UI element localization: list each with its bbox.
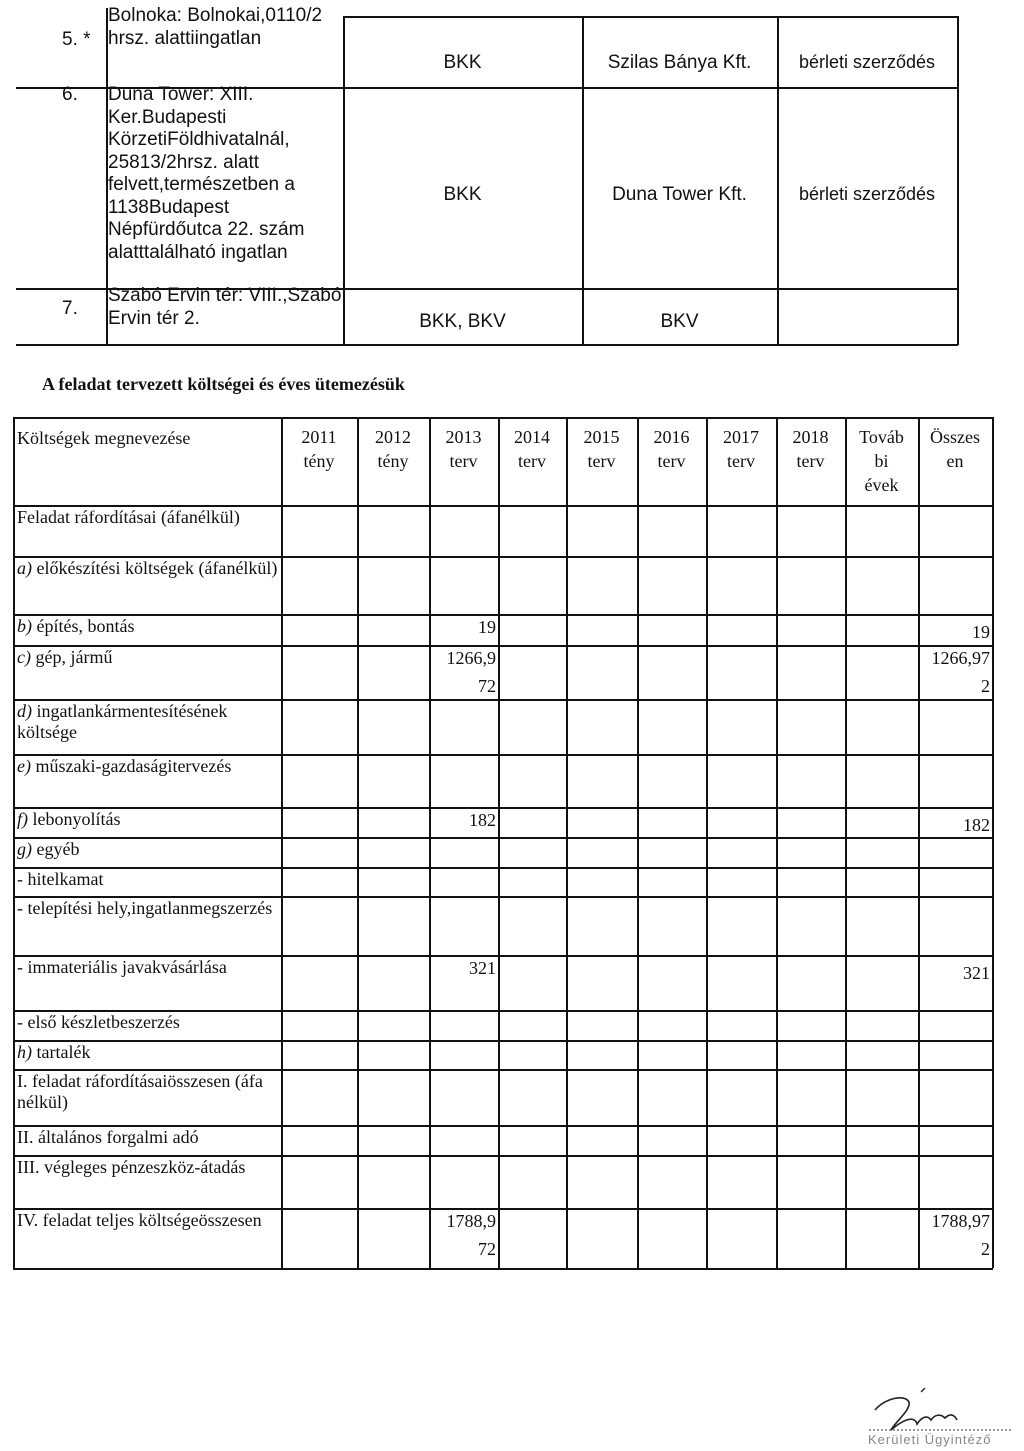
cost-row-label bbox=[17, 507, 279, 528]
text-line: 1788,97 bbox=[931, 1211, 990, 1231]
signature-caption: Kerületi Ügyintéző bbox=[868, 1432, 992, 1447]
row-number: 6. bbox=[62, 84, 78, 105]
cost-row-label bbox=[17, 616, 279, 637]
text-line: természetben a 1138 bbox=[108, 174, 295, 218]
header-col-1 bbox=[357, 425, 429, 473]
property-user: BKK, BKV bbox=[419, 311, 506, 332]
row-number: 5. * bbox=[62, 29, 91, 50]
cost-table-col-rule bbox=[357, 417, 359, 1268]
text-line: Összes bbox=[930, 427, 980, 447]
header-col-4 bbox=[566, 425, 637, 473]
text-line: nélkül) bbox=[226, 558, 278, 578]
header-col-2 bbox=[429, 425, 498, 473]
cost-table-col-rule bbox=[637, 417, 639, 1268]
cost-table-col-rule bbox=[845, 417, 847, 1268]
cost-table-top-rule bbox=[13, 417, 993, 419]
legal-title: bérleti szerződés bbox=[798, 184, 936, 204]
text-line: nélkül) bbox=[188, 507, 240, 527]
text-line: 2017 bbox=[723, 427, 759, 447]
text-line: Bolnoka: Bolnokai, bbox=[108, 5, 266, 26]
cost-row-label bbox=[17, 701, 279, 743]
cost-row-label bbox=[17, 1127, 279, 1148]
text-line: terv bbox=[518, 451, 546, 471]
text-line: d) ingatlan bbox=[17, 701, 95, 721]
header-col-3 bbox=[498, 425, 566, 473]
cost-table-col-rule bbox=[429, 417, 431, 1268]
text-line: utca 22. szám alatt bbox=[108, 219, 305, 263]
text-line: 2011 bbox=[301, 427, 337, 447]
cost-row-label bbox=[17, 839, 279, 860]
cost-table-col-rule bbox=[566, 417, 568, 1268]
property-user: BKK bbox=[443, 184, 482, 205]
text-line: - hitelkamat bbox=[17, 869, 104, 889]
cost-row-label bbox=[17, 1012, 279, 1033]
text-line: tény bbox=[377, 451, 409, 471]
text-line: a) előkészítési költségek (áfa bbox=[17, 558, 227, 578]
text-line: 2016 bbox=[653, 427, 690, 447]
text-line: f) lebonyolítás bbox=[17, 809, 121, 829]
text-line: terv bbox=[449, 451, 478, 471]
text-line: 321 bbox=[963, 963, 990, 983]
section-title: A feladat tervezett költségei és éves ütemezésük bbox=[42, 374, 405, 394]
property-owner: Duna Tower Kft. bbox=[612, 184, 747, 205]
property-description bbox=[108, 84, 342, 264]
value-2013 bbox=[429, 644, 496, 700]
cost-row-label bbox=[17, 1157, 279, 1178]
text-line: összesen (áfa nélkül) bbox=[17, 1071, 263, 1112]
text-line: - első készletbeszerzés bbox=[17, 1012, 180, 1032]
text-line: Szabó Ervin tér 2. bbox=[108, 285, 342, 329]
property-table-col-rule bbox=[957, 16, 959, 345]
text-line: g) egyéb bbox=[17, 839, 80, 859]
text-line: hrsz. alatt felvett, bbox=[108, 151, 260, 195]
text-line: 2012 bbox=[375, 427, 411, 447]
header-col-9 bbox=[918, 425, 992, 473]
text-line: e) műszaki-gazdasági bbox=[17, 756, 173, 776]
value-2013 bbox=[429, 613, 496, 641]
text-line: h) tartalék bbox=[17, 1042, 91, 1062]
cost-table-col-rule bbox=[281, 417, 283, 1268]
header-col-0 bbox=[281, 425, 357, 473]
text-line: Földhivatalnál, 25813/2 bbox=[108, 129, 290, 173]
text-line: Szabó Ervin tér: VIII., bbox=[108, 285, 288, 306]
text-line: en bbox=[946, 451, 964, 471]
property-description bbox=[108, 5, 342, 50]
header-col-6 bbox=[706, 425, 776, 473]
text-line: 182 bbox=[469, 810, 496, 830]
cost-row-label bbox=[17, 647, 279, 668]
text-line: Továb bbox=[859, 427, 904, 447]
text-line: terv bbox=[587, 451, 616, 471]
text-line: 321 bbox=[469, 958, 496, 978]
property-owner: Szilas Bánya Kft. bbox=[607, 52, 752, 73]
text-line: 2018 bbox=[792, 427, 829, 447]
value-total bbox=[918, 644, 990, 700]
text-line: 1788,9 bbox=[446, 1211, 496, 1231]
text-line: 2014 bbox=[514, 427, 550, 447]
text-line: 19 bbox=[972, 622, 990, 642]
text-line: 2013 bbox=[445, 427, 482, 447]
property-table-bottom-rule bbox=[16, 344, 958, 346]
text-line: 72 bbox=[478, 1239, 496, 1259]
text-line: II. általános forgalmi adó bbox=[17, 1127, 199, 1147]
value-total bbox=[918, 618, 990, 646]
text-line: 2015 bbox=[583, 427, 620, 447]
property-user: BKK bbox=[443, 52, 482, 73]
text-line: bi bbox=[874, 451, 889, 471]
value-2013 bbox=[429, 954, 496, 982]
text-line: terv bbox=[796, 451, 825, 471]
text-line: 0110/2 hrsz. alatti bbox=[108, 5, 323, 49]
property-table-top-rule bbox=[343, 16, 958, 18]
text-line: összesen bbox=[198, 1210, 262, 1230]
property-description bbox=[108, 285, 342, 330]
header-name: Költségek megnevezése bbox=[17, 428, 191, 448]
text-line: b) építés, bontás bbox=[17, 616, 135, 636]
cost-row-label bbox=[17, 756, 279, 777]
text-line: 72 bbox=[478, 676, 496, 696]
text-line: - immateriális javak bbox=[17, 957, 161, 977]
text-line: található ingatlan bbox=[143, 241, 288, 263]
cost-row-label bbox=[17, 869, 279, 890]
text-line: Duna Tower: XIII. Ker. bbox=[108, 84, 254, 128]
text-line: átadás bbox=[200, 1157, 246, 1177]
text-line: terv bbox=[657, 451, 686, 471]
text-line: c) gép, jármű bbox=[17, 647, 113, 667]
value-2013 bbox=[429, 1207, 496, 1263]
text-line: vásárlása bbox=[160, 957, 227, 977]
text-line: - telepítési hely, bbox=[17, 898, 132, 918]
text-line: 1266,97 bbox=[931, 648, 990, 668]
text-line: III. végleges pénzeszköz- bbox=[17, 1157, 201, 1177]
cost-table-col-rule bbox=[706, 417, 708, 1268]
value-total bbox=[918, 811, 990, 839]
text-line: 2 bbox=[981, 676, 990, 696]
text-line: ingatlan bbox=[194, 27, 262, 49]
cost-row-label bbox=[17, 1071, 279, 1113]
text-line: Budapesti Körzeti bbox=[108, 106, 227, 150]
cost-row-label bbox=[17, 809, 279, 830]
text-line: I. feladat ráfordításai bbox=[17, 1071, 168, 1091]
header-col-5 bbox=[637, 425, 706, 473]
cost-table-col-rule bbox=[776, 417, 778, 1268]
text-line: IV. feladat teljes költsége bbox=[17, 1210, 199, 1230]
value-total bbox=[918, 1207, 990, 1263]
text-line: Feladat ráfordításai (áfa bbox=[17, 507, 189, 527]
cost-table-bottom-rule bbox=[13, 1268, 993, 1270]
cost-table-col-rule bbox=[918, 417, 920, 1268]
text-line: évek bbox=[864, 475, 899, 495]
row-number: 7. bbox=[62, 298, 78, 319]
cost-row-label bbox=[17, 957, 279, 978]
text-line: tény bbox=[303, 451, 335, 471]
value-2013 bbox=[429, 806, 496, 834]
text-line: 2 bbox=[981, 1239, 990, 1259]
header-col-8 bbox=[845, 425, 918, 497]
cost-row-label bbox=[17, 898, 279, 919]
cost-row-label bbox=[17, 558, 279, 579]
cost-table-col-rule bbox=[992, 417, 994, 1268]
cost-row-label bbox=[17, 1042, 279, 1063]
header-col-7 bbox=[776, 425, 845, 473]
text-line: 182 bbox=[963, 815, 990, 835]
cost-table-col-rule bbox=[498, 417, 500, 1268]
text-line: ingatlanmegszerzés bbox=[131, 898, 273, 918]
property-owner: BKV bbox=[660, 311, 699, 332]
cost-table-left-border bbox=[13, 417, 15, 1268]
legal-title: bérleti szerződés bbox=[798, 52, 936, 72]
value-total bbox=[918, 959, 990, 987]
text-line: tervezés bbox=[172, 756, 232, 776]
text-line: 1266,9 bbox=[446, 648, 496, 668]
text-line: kármentesítésének költsége bbox=[17, 701, 228, 742]
text-line: Budapest Népfürdő bbox=[108, 196, 230, 240]
text-line: 19 bbox=[478, 617, 496, 637]
cost-row-label bbox=[17, 1210, 279, 1231]
text-line: terv bbox=[727, 451, 755, 471]
